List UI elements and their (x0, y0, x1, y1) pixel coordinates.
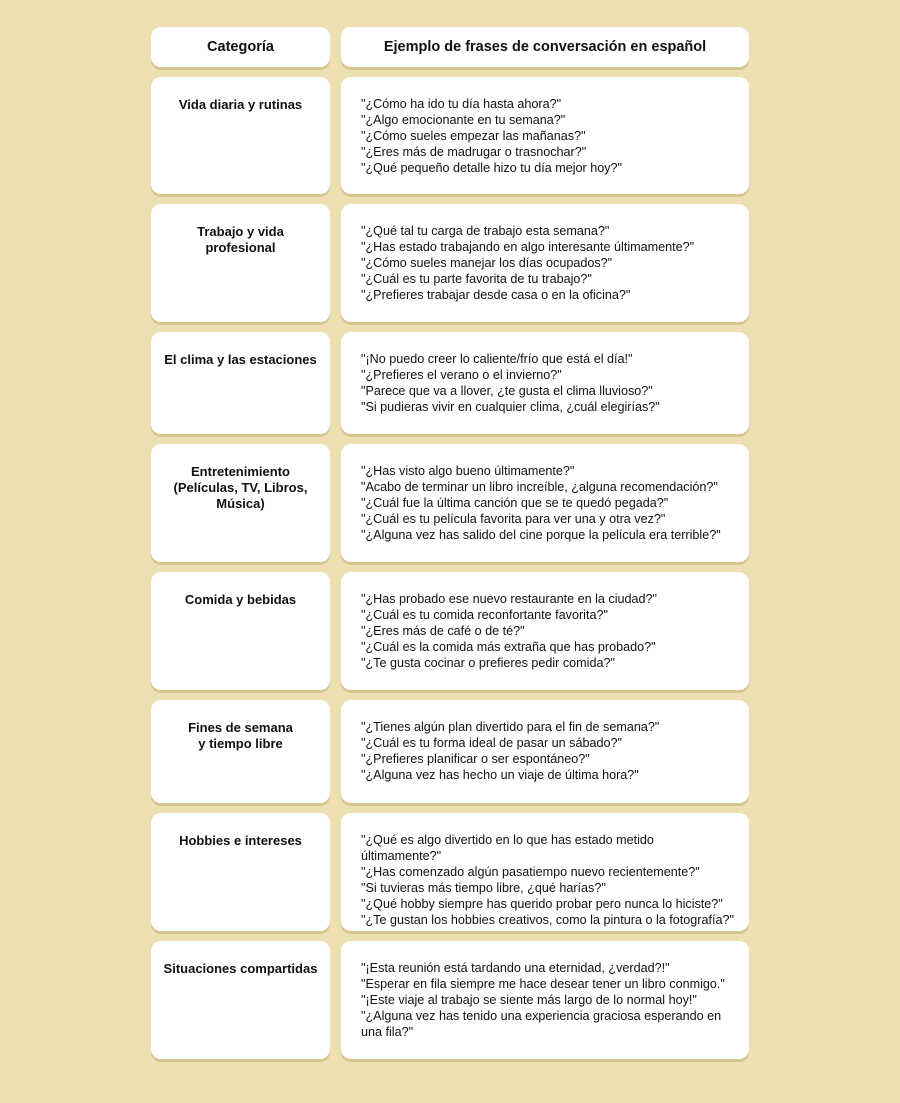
table-row (151, 77, 749, 194)
phrase: "¿Eres más de café o de té?" (361, 624, 525, 638)
phrase: "¿Alguna vez has tenido una experiencia graciosa esperando en una fila?" (361, 1009, 722, 1039)
row-category: Entretenimiento (Películas, TV, Libros, Música) (151, 444, 330, 562)
phrase: "¿Prefieres trabajar desde casa o en la oficina?" (361, 288, 631, 302)
phrase: "¿Cuál es tu comida reconfortante favorita?" (361, 608, 608, 622)
row-phrases (341, 204, 749, 322)
phrase: "¿Cómo sueles manejar los días ocupados?" (361, 256, 613, 270)
row-category: El clima y las estaciones (151, 332, 330, 434)
phrase: "¿Qué es algo divertido en lo que has estado metido últimamente?" (361, 833, 654, 863)
table-row (151, 204, 749, 322)
phrase: "¿Cuál es tu forma ideal de pasar un sábado?" (361, 736, 622, 750)
phrase: "¿Cuál es tu parte favorita de tu trabajo?" (361, 272, 592, 286)
header-category: Categoría (151, 27, 330, 67)
table-row (151, 700, 749, 803)
phrase: "Esperar en fila siempre me hace desear tener un libro conmigo." (361, 977, 725, 991)
phrase: "¿Eres más de madrugar o trasnochar?" (361, 145, 587, 159)
phrase: "¿Has estado trabajando en algo interesante últimamente?" (361, 240, 695, 254)
row-category: Situaciones compartidas (151, 941, 330, 1059)
phrase: "¡Este viaje al trabajo se siente más largo de lo normal hoy!" (361, 993, 697, 1007)
phrase: "¿Qué hobby siempre has querido probar pero nunca lo hiciste?" (361, 897, 723, 911)
row-category (151, 700, 330, 803)
phrase: "¿Cómo ha ido tu día hasta ahora?" (361, 97, 562, 111)
table-row (151, 444, 749, 562)
phrase: "¿Has comenzado algún pasatiempo nuevo recientemente?" (361, 865, 700, 879)
phrase: "¿Te gusta cocinar o prefieres pedir comida?" (361, 656, 615, 670)
row-phrases (341, 572, 749, 690)
phrase: "¿Prefieres el verano o el invierno?" (361, 368, 562, 382)
row-category: Vida diaria y rutinas (151, 77, 330, 194)
row-phrases (341, 332, 749, 434)
header-examples: Ejemplo de frases de conversación en español (341, 27, 749, 67)
table-row (151, 941, 749, 1059)
phrase: "¡No puedo creer lo caliente/frío que está el día!" (361, 352, 633, 366)
phrase: "Si tuvieras más tiempo libre, ¿qué harías?" (361, 881, 606, 895)
phrase: "¿Cuál es la comida más extraña que has probado?" (361, 640, 656, 654)
phrase: "¿Has visto algo bueno últimamente?" (361, 464, 575, 478)
table-row (151, 332, 749, 434)
phrase: "¿Tienes algún plan divertido para el fin de semana?" (361, 720, 660, 734)
phrase: "¿Qué tal tu carga de trabajo esta semana?" (361, 224, 610, 238)
row-category: Comida y bebidas (151, 572, 330, 690)
phrase: "¿Alguna vez has salido del cine porque la película era terrible?" (361, 528, 721, 542)
phrase: "¿Algo emocionante en tu semana?" (361, 113, 566, 127)
row-phrases (341, 444, 749, 562)
row-phrases (341, 77, 749, 194)
phrase: "¡Esta reunión está tardando una eternidad, ¿verdad?!" (361, 961, 670, 975)
row-phrases (341, 700, 749, 803)
row-phrases (341, 941, 749, 1059)
phrase: "¿Qué pequeño detalle hizo tu día mejor hoy?" (361, 161, 622, 175)
phrase-table (151, 27, 749, 1069)
phrase: "Acabo de terminar un libro increíble, ¿alguna recomendación?" (361, 480, 718, 494)
table-header (151, 27, 749, 67)
phrase: "Si pudieras vivir en cualquier clima, ¿cuál elegirías?" (361, 400, 660, 414)
phrase: "¿Prefieres planificar o ser espontáneo?" (361, 752, 590, 766)
category-line: Fines de semana y tiempo libre (188, 720, 293, 751)
phrase: "¿Alguna vez has hecho un viaje de última hora?" (361, 768, 639, 782)
phrase: "¿Cuál es tu película favorita para ver una y otra vez?" (361, 512, 666, 526)
table-row (151, 813, 749, 931)
phrase: "Parece que va a llover, ¿te gusta el clima lluvioso?" (361, 384, 653, 398)
phrase: "¿Cuál fue la última canción que se te quedó pegada?" (361, 496, 669, 510)
phrase: "¿Te gustan los hobbies creativos, como la pintura o la fotografía?" (361, 913, 734, 927)
row-category: Hobbies e intereses (151, 813, 330, 931)
row-category: Trabajo y vida profesional (151, 204, 330, 322)
phrase: "¿Cómo sueles empezar las mañanas?" (361, 129, 586, 143)
phrase: "¿Has probado ese nuevo restaurante en la ciudad?" (361, 592, 657, 606)
row-phrases (341, 813, 749, 931)
table-row (151, 572, 749, 690)
